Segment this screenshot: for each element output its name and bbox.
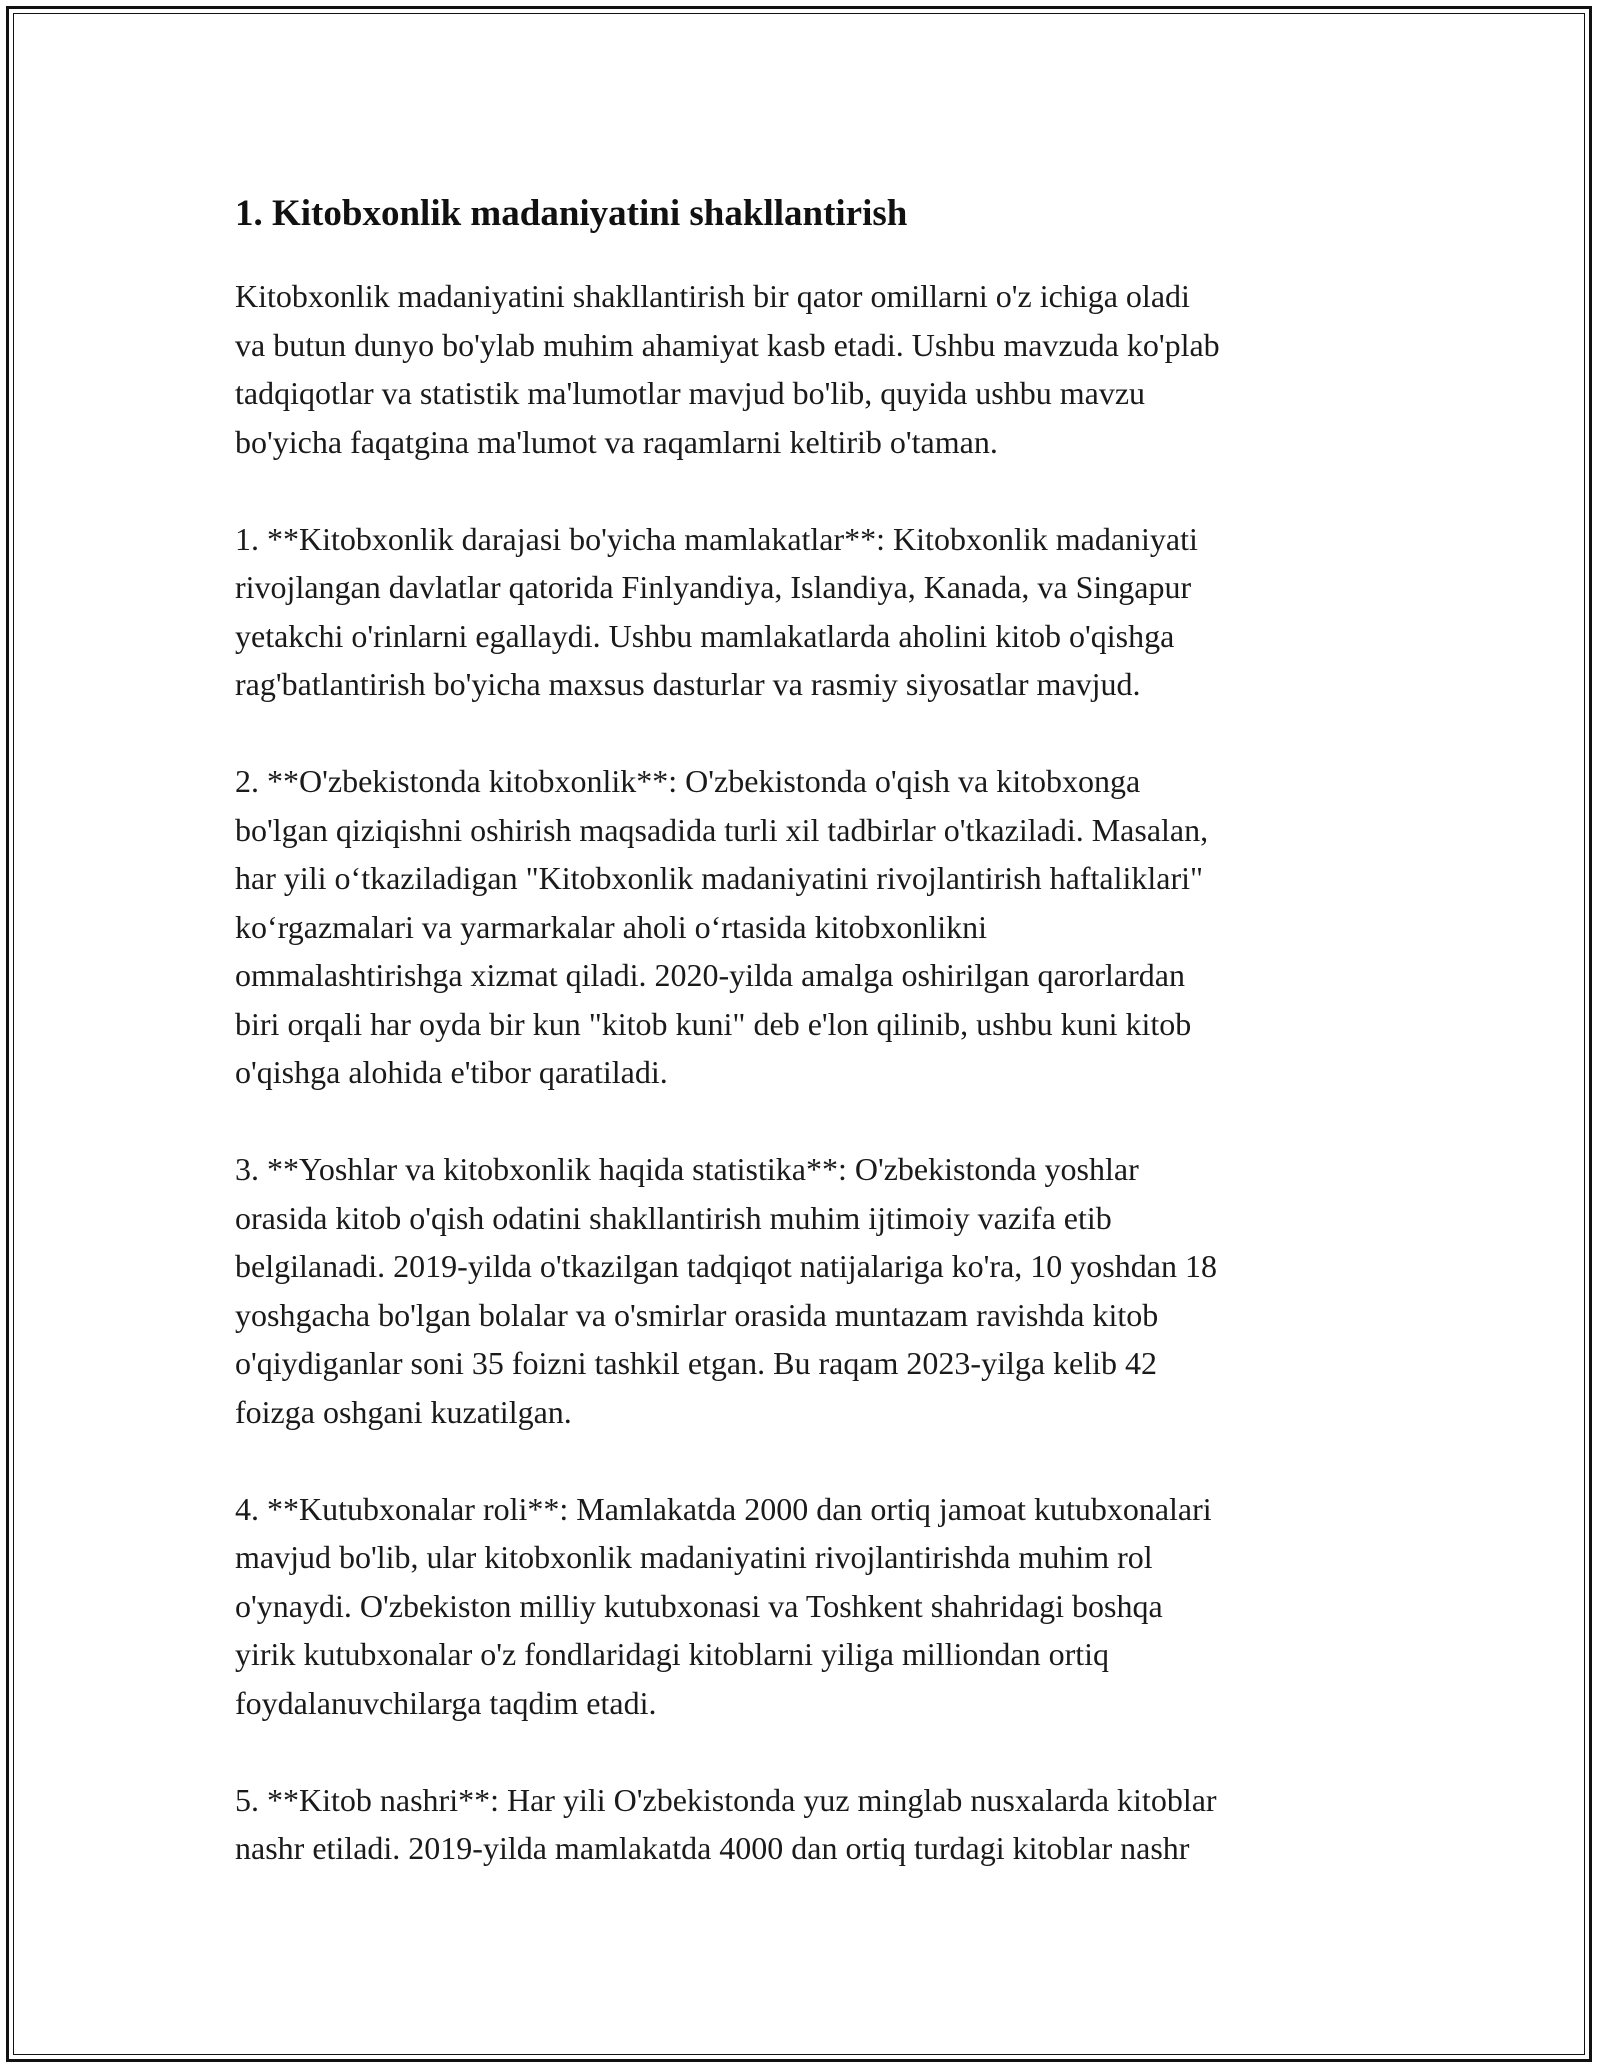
section-heading: 1. Kitobxonlik madaniyatini shakllantirish (235, 193, 908, 234)
paragraph-uzbekistan: 2. **O'zbekistonda kitobxonlik**: O'zbekistonda o'qish va kitobxonga bo'lgan qiziqishni oshirish maqsadida turli xil tadbirlar o'tkaziladi. Masalan, har yili o‘tkaziladigan "Kitobxonlik madaniyatini rivojlantirish haftaliklari" ko‘rgazmalari va yarmarkalar aholi o‘rtasida kitobxonlikni ommalashtirishga xizmat qiladi. 2020-yilda amalga oshirilgan qarorlardan biri orqali har oyda bir kun "kitob kuni" deb e'lon qilinib, ushbu kuni kitob o'qishga alohida e'tibor qaratiladi. (235, 763, 1209, 1090)
paragraph-countries: 1. **Kitobxonlik darajasi bo'yicha mamlakatlar**: Kitobxonlik madaniyati rivojlangan davlatlar qatorida Finlyandiya, Islandiya, Kanada, va Singapur yetakchi o'rinlarni egallaydi. Ushbu mamlakatlarda aholini kitob o'qishga rag'batlantirish bo'yicha maxsus dasturlar va rasmiy siyosatlar mavjud. (235, 520, 1198, 702)
paragraph-youth-statistics: 3. **Yoshlar va kitobxonlik haqida statistika**: O'zbekistonda yoshlar orasida kitob o'qish odatini shakllantirish muhim ijtimoiy vazifa etib belgilanadi. 2019-yilda o'tkazilgan tadqiqot natijalariga ko'ra, 10 yoshdan 18 yoshgacha bo'lgan bolalar va o'smirlar orasida muntazam ravishda kitob o'qiydiganlar soni 35 foizni tashkil etgan. Bu raqam 2023-yilga kelib 42 foizga oshgani kuzatilgan. (235, 1151, 1217, 1430)
paragraph-libraries: 4. **Kutubxonalar roli**: Mamlakatda 2000 dan ortiq jamoat kutubxonalari mavjud bo'lib, ular kitobxonlik madaniyatini rivojlantirishda muhim rol o'ynaydi. O'zbekiston milliy kutubxonasi va Toshkent shahridagi boshqa yirik kutubxonalar o'z fondlaridagi kitoblarni yiliga milliondan ortiq foydalanuvchilarga taqdim etadi. (235, 1490, 1212, 1721)
paragraph-publishing: 5. **Kitob nashri**: Har yili O'zbekistonda yuz minglab nusxalarda kitoblar nashr etiladi. 2019-yilda mamlakatda 4000 dan ortiq turdagi kitoblar nashr (235, 1781, 1217, 1866)
intro-paragraph: Kitobxonlik madaniyatini shakllantirish bir qator omillarni o'z ichiga oladi va butun dunyo bo'ylab muhim ahamiyat kasb etadi. Ushbu mavzuda ko'plab tadqiqotlar va statistik ma'lumotlar mavjud bo'lib, quyida ushbu mavzu bo'yicha faqatgina ma'lumot va raqamlarni keltirib o'taman. (235, 278, 1220, 460)
document-body (235, 186, 1375, 1921)
